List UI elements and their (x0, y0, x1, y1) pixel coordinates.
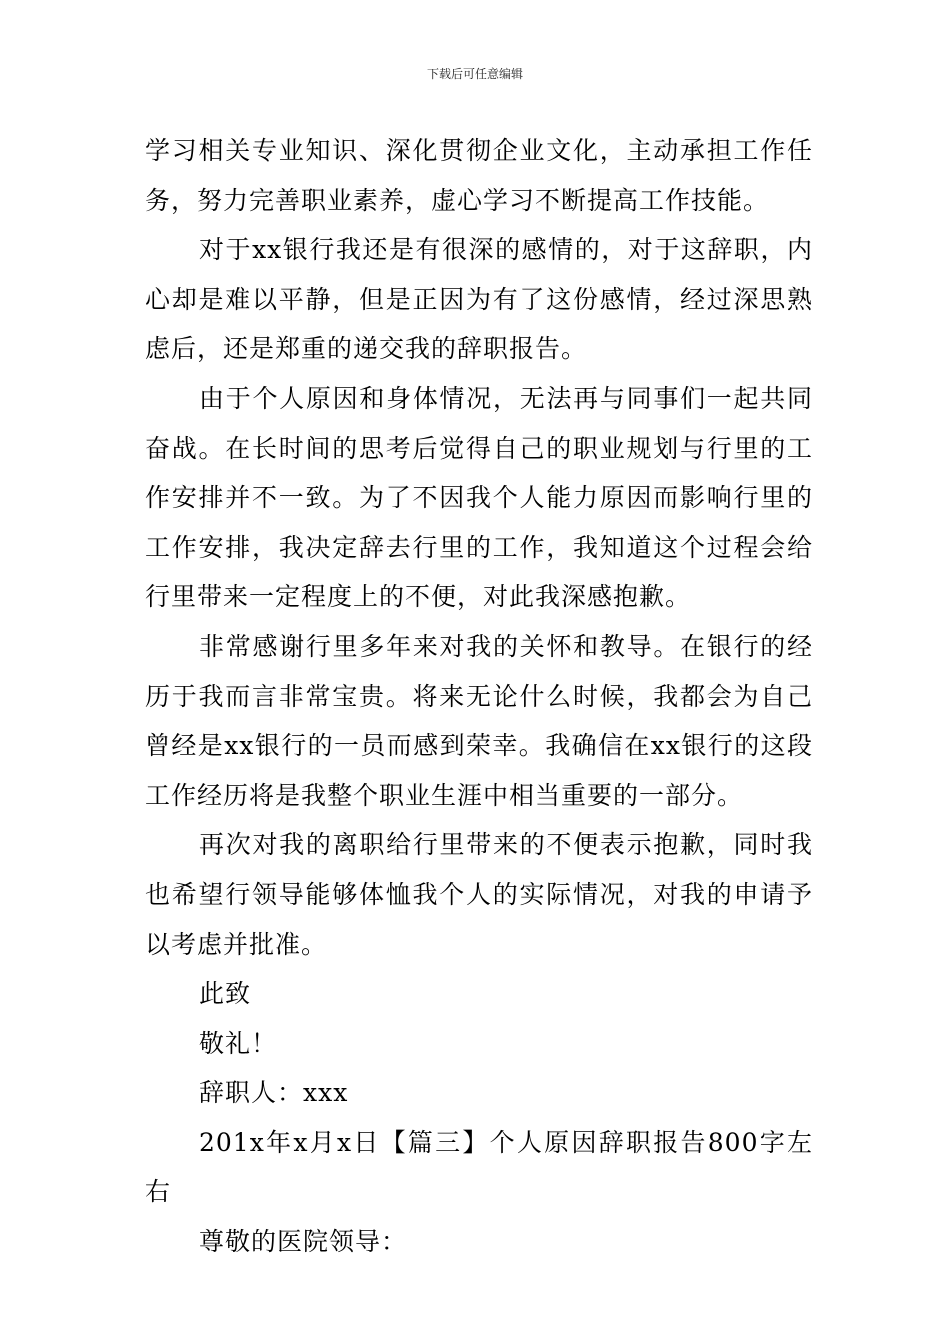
closing-salutation: 此致 (199, 979, 252, 1009)
paragraph-thanks: 非常感谢行里多年来对我的关怀和教导。在银行的经历于我而言非常宝贵。将来无论什么时候，我都会为自己曾经是xx银行的一员而感到荣幸。我确信在xx银行的这段工作经历将是我整个职业生涯中相当重要的一部分。 (145, 631, 813, 810)
date-and-next-title: 201x年x月x日【篇三】个人原因辞职报告800字左右 (145, 1127, 813, 1207)
next-letter-greeting: 尊敬的医院领导： (199, 1227, 408, 1257)
paragraph-bank-feelings: 对于xx银行我还是有很深的感情的，对于这辞职，内心却是难以平静，但是正因为有了这份感情，经过深思熟虑后，还是郑重的递交我的辞职报告。 (145, 235, 813, 364)
paragraph-apology-request: 再次对我的离职给行里带来的不便表示抱歉，同时我也希望行领导能够体恤我个人的实际情况，对我的申请予以考虑并批准。 (145, 830, 813, 959)
signature-line: 辞职人：xxx (199, 1078, 349, 1108)
paragraph-personal-reasons: 由于个人原因和身体情况，无法再与同事们一起共同奋战。在长时间的思考后觉得自己的职业规划与行里的工作安排并不一致。为了不因我个人能力原因而影响行里的工作安排，我决定辞去行里的工作，我知道这个过程会给行里带来一定程度上的不便，对此我深感抱歉。 (145, 383, 813, 612)
closing-regards: 敬礼！ (199, 1028, 278, 1058)
page-header: 下载后可任意编辑 (426, 67, 523, 81)
document-body (145, 126, 813, 1267)
paragraph-continuation: 学习相关专业知识、深化贯彻企业文化，主动承担工作任务，努力完善职业素养，虚心学习不断提高工作技能。 (145, 136, 813, 215)
